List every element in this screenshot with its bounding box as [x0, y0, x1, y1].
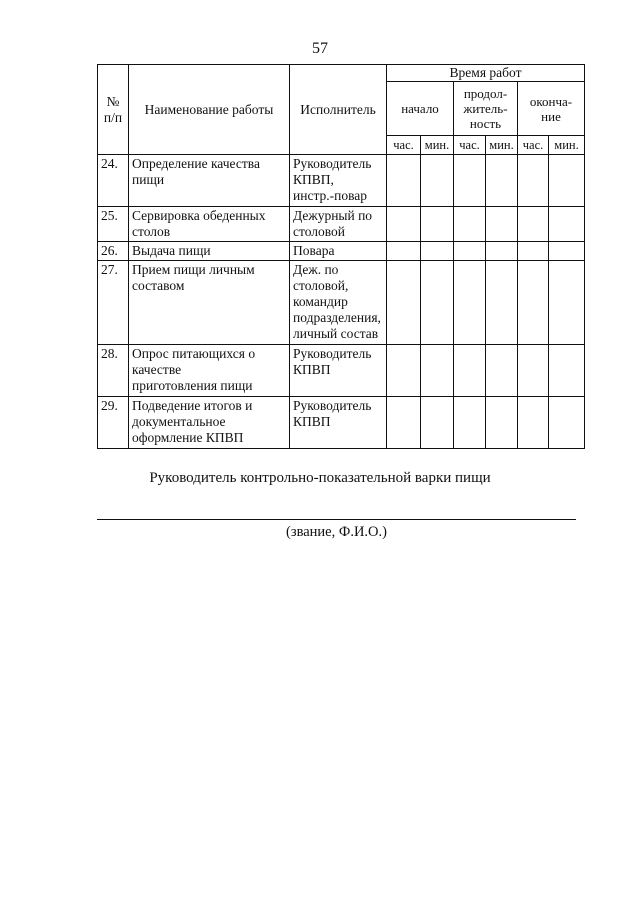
time-cell[interactable]: [387, 155, 421, 207]
header-executor: Исполнитель: [290, 65, 387, 155]
row-number: 24.: [98, 155, 129, 207]
table-row: [98, 155, 585, 207]
executor: Дежурный по столовой: [290, 207, 387, 242]
time-cell[interactable]: [486, 155, 518, 207]
header-unit-minutes: мин.: [421, 136, 454, 155]
header-name: Наименование работы: [129, 65, 290, 155]
table-body: [98, 155, 585, 449]
executor: Повара: [290, 242, 387, 261]
time-cell[interactable]: [421, 242, 454, 261]
time-cell[interactable]: [486, 261, 518, 345]
time-cell[interactable]: [421, 397, 454, 449]
time-cell[interactable]: [454, 261, 486, 345]
row-number: 28.: [98, 345, 129, 397]
row-number: 25.: [98, 207, 129, 242]
time-cell[interactable]: [518, 207, 549, 242]
work-name: Определение качества пищи: [129, 155, 290, 207]
time-cell[interactable]: [486, 345, 518, 397]
table-row: [98, 397, 585, 449]
row-number: 29.: [98, 397, 129, 449]
time-cell[interactable]: [518, 242, 549, 261]
row-number: 27.: [98, 261, 129, 345]
time-cell[interactable]: [454, 207, 486, 242]
time-cell[interactable]: [421, 261, 454, 345]
executor: Руководитель КПВП: [290, 345, 387, 397]
responsible-person-title: Руководитель контрольно-показательной варки пищи: [149, 470, 491, 486]
header-end: оконча- ние: [518, 82, 585, 136]
time-cell[interactable]: [549, 345, 585, 397]
header-unit-hours: час.: [387, 136, 421, 155]
page-number: 57: [312, 40, 328, 57]
work-name: Подведение итогов и документальное оформление КПВП: [129, 397, 290, 449]
time-cell[interactable]: [518, 261, 549, 345]
executor: Руководитель КПВП: [290, 397, 387, 449]
time-cell[interactable]: [387, 261, 421, 345]
work-schedule-table: [97, 64, 585, 449]
header-start: начало: [387, 82, 454, 136]
time-cell[interactable]: [486, 207, 518, 242]
time-cell[interactable]: [387, 242, 421, 261]
work-name: Опрос питающихся о качестве приготовления пищи: [129, 345, 290, 397]
time-cell[interactable]: [454, 155, 486, 207]
time-cell[interactable]: [486, 242, 518, 261]
header-unit-hours: час.: [518, 136, 549, 155]
time-cell[interactable]: [387, 207, 421, 242]
executor: Руководитель КПВП, инстр.-повар: [290, 155, 387, 207]
work-name: Прием пищи личным составом: [129, 261, 290, 345]
work-name: Сервировка обеденных столов: [129, 207, 290, 242]
header-num: № п/п: [98, 65, 129, 155]
table-row: [98, 261, 585, 345]
executor: Деж. по столовой, командир подразделения, личный состав: [290, 261, 387, 345]
time-cell[interactable]: [421, 345, 454, 397]
time-cell[interactable]: [518, 345, 549, 397]
time-cell[interactable]: [518, 397, 549, 449]
signature-caption: (звание, Ф.И.О.): [286, 524, 387, 540]
table-row: [98, 207, 585, 242]
time-cell[interactable]: [387, 345, 421, 397]
time-cell[interactable]: [549, 397, 585, 449]
time-cell[interactable]: [549, 261, 585, 345]
time-cell[interactable]: [387, 397, 421, 449]
time-cell[interactable]: [549, 207, 585, 242]
time-cell[interactable]: [518, 155, 549, 207]
table-row: [98, 242, 585, 261]
header-unit-minutes: мин.: [549, 136, 585, 155]
signature-line[interactable]: [97, 519, 576, 520]
header-time: Время работ: [387, 65, 585, 82]
work-name: Выдача пищи: [129, 242, 290, 261]
table-row: [98, 345, 585, 397]
time-cell[interactable]: [454, 242, 486, 261]
time-cell[interactable]: [421, 155, 454, 207]
header-duration: продол- житель- ность: [454, 82, 518, 136]
time-cell[interactable]: [421, 207, 454, 242]
time-cell[interactable]: [549, 155, 585, 207]
header-unit-hours: час.: [454, 136, 486, 155]
time-cell[interactable]: [454, 345, 486, 397]
time-cell[interactable]: [549, 242, 585, 261]
row-number: 26.: [98, 242, 129, 261]
time-cell[interactable]: [486, 397, 518, 449]
time-cell[interactable]: [454, 397, 486, 449]
header-unit-minutes: мин.: [486, 136, 518, 155]
